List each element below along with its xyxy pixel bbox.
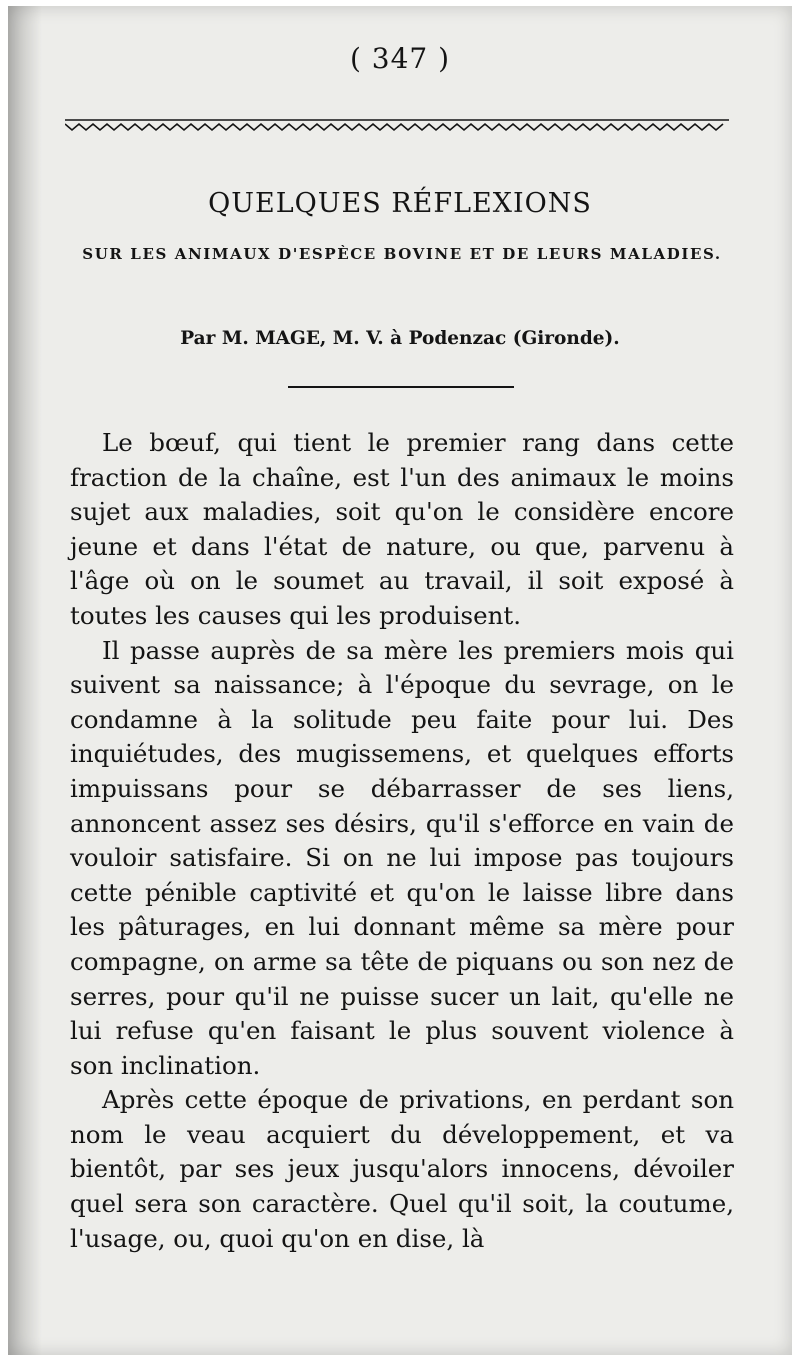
page-number: ( 347 ) xyxy=(349,42,451,75)
paragraph-3: Après cette époque de privations, en perdant son nom le veau acquiert du développement, et va bientôt, par ses jeux jusqu'alors innocens, dévoiler quel sera son caractère. Quel qu'il soit, la coutume, l'usage, ou, quoi qu'on en dise, là xyxy=(70,1085,734,1253)
paragraph-2: Il passe auprès de sa mère les premiers mois qui suivent sa naissance; à l'époque du sevrage, on le condamne à la solitude peu faite pour lui. Des inquiétudes, des mugissemens, et quelques efforts impuissans pour se débarrasser de ses liens, annoncent assez ses désirs, qu'il s'efforce en vain de vouloir satisfaire. Si on ne lui impose pas toujours cette pénible captivité et qu'on le laisse libre dans les pâturages, en lui donnant même sa mère pour compagne, on arme sa tête de piquans ou son nez de serres, pour qu'il ne puisse sucer un lait, qu'elle ne lui refuse qu'en faisant le plus souvent violence à son inclination. xyxy=(70,635,734,1080)
article-author: Par M. MAGE, M. V. à Podenzac (Gironde). xyxy=(180,328,620,349)
paragraph-1: Le bœuf, qui tient le premier rang dans cette fraction de la chaîne, est l'un des animaux le moins sujet aux maladies, soit qu'on le considère encore jeune et dans l'état de nature, ou que, parvenu à l'âge où on le soumet au travail, il soit exposé à toutes les causes qui les produisent. xyxy=(70,428,734,630)
separator-rule xyxy=(288,386,514,388)
body-text xyxy=(70,426,734,1256)
book-page xyxy=(8,6,792,1355)
article-subtitle: SUR LES ANIMAUX D'ESPÈCE BOVINE ET DE LEURS MALADIES. xyxy=(82,245,722,263)
decorative-zigzag-rule xyxy=(65,118,729,132)
article-title: QUELQUES RÉFLEXIONS xyxy=(208,188,592,220)
